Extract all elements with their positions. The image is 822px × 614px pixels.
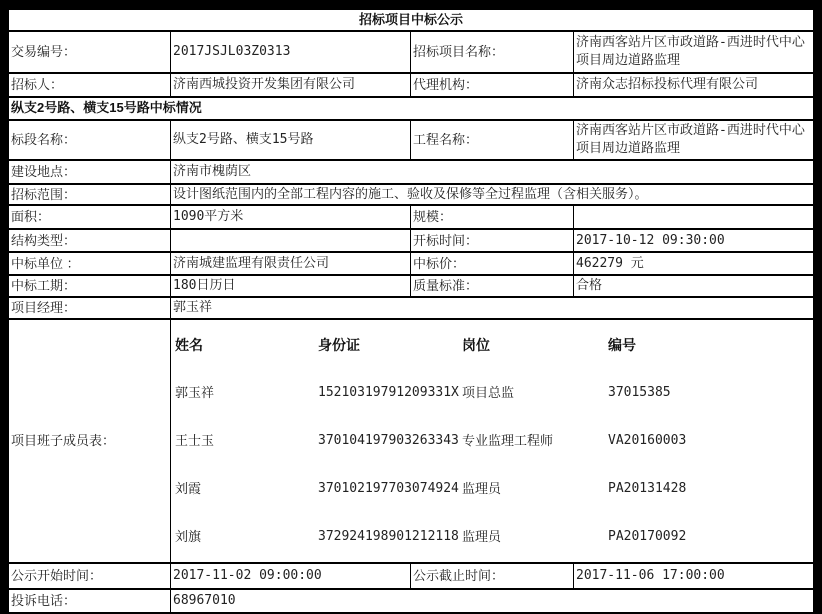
transaction-number-value: 2017JSJL03Z0313 — [171, 31, 411, 73]
agency-label: 代理机构： — [411, 73, 574, 97]
agency-value: 济南众志招标投标代理有限公司 — [574, 73, 814, 97]
table-row — [9, 31, 814, 73]
bid-section-value: 纵支2号路、横支15号路 — [171, 120, 411, 160]
publicity-end-value: 2017-11-06 17:00:00 — [574, 563, 814, 589]
member-number: PA20131428 — [608, 481, 687, 497]
title-row — [9, 9, 814, 31]
scope-label: 招标范围： — [9, 184, 171, 206]
team-table-label: 项目班子成员表： — [9, 319, 171, 563]
section-header: 纵支2号路、横支15号路中标情况 — [9, 97, 814, 120]
team-header-id: 身份证 — [318, 336, 360, 353]
engineering-name-label: 工程名称： — [411, 120, 574, 160]
table-row — [9, 563, 814, 589]
project-name-value: 济南西客站片区市政道路-西进时代中心项目周边道路监理 — [574, 31, 814, 73]
team-members-table — [171, 321, 813, 561]
member-name: 王士玉 — [175, 433, 215, 449]
member-post: 专业监理工程师 — [462, 433, 554, 449]
member-id: 372924198901212118 — [318, 529, 459, 545]
team-member-row — [175, 417, 813, 465]
project-manager-label: 项目经理： — [9, 297, 171, 319]
table-row — [9, 184, 814, 206]
area-label: 面积： — [9, 205, 171, 229]
engineering-name-value: 济南西客站片区市政道路-西进时代中心项目周边道路监理 — [574, 120, 814, 160]
team-header-number: 编号 — [608, 336, 636, 353]
location-value: 济南市槐荫区 — [171, 160, 814, 184]
table-row — [9, 160, 814, 184]
winner-value: 济南城建监理有限责任公司 — [171, 252, 411, 275]
quality-standard-value: 合格 — [574, 275, 814, 297]
table-row — [9, 120, 814, 160]
area-value: 1090平方米 — [171, 205, 411, 229]
member-id: 370104197903263343 — [318, 433, 459, 449]
member-post: 项目总监 — [462, 385, 515, 401]
scope-value: 设计图纸范围内的全部工程内容的施工、验收及保修等全过程监理（含相关服务）。 — [171, 184, 814, 206]
quality-standard-label: 质量标准： — [411, 275, 574, 297]
tenderee-value: 济南西城投资开发集团有限公司 — [171, 73, 411, 97]
publicity-end-label: 公示截止时间： — [411, 563, 574, 589]
winner-label: 中标单位 ： — [9, 252, 171, 275]
member-name: 刘旗 — [175, 529, 202, 545]
member-id: 15210319791209331X — [318, 385, 459, 401]
member-post: 监理员 — [462, 481, 502, 497]
publicity-start-value: 2017-11-02 09:00:00 — [171, 563, 411, 589]
table-row — [9, 297, 814, 319]
member-name: 刘霞 — [175, 481, 202, 497]
project-name-label: 招标项目名称： — [411, 31, 574, 73]
tenderee-label: 招标人： — [9, 73, 171, 97]
announcement-table — [8, 8, 814, 614]
page-title: 招标项目中标公示 — [9, 9, 814, 31]
team-member-row — [175, 465, 813, 513]
table-row — [9, 589, 814, 613]
team-member-row — [175, 513, 813, 561]
team-header-post: 岗位 — [462, 336, 490, 353]
duration-value: 180日历日 — [171, 275, 411, 297]
location-label: 建设地点： — [9, 160, 171, 184]
table-row — [9, 73, 814, 97]
member-number: VA20160003 — [608, 433, 687, 449]
complaint-phone-value: 68967010 — [171, 589, 814, 613]
member-number: PA20170092 — [608, 529, 687, 545]
member-post: 监理员 — [462, 529, 502, 545]
project-manager-value: 郭玉祥 — [171, 297, 814, 319]
publicity-start-label: 公示开始时间： — [9, 563, 171, 589]
structure-type-label: 结构类型： — [9, 229, 171, 252]
section-header-row — [9, 97, 814, 120]
announcement-document — [8, 8, 813, 614]
bid-opening-time-label: 开标时间： — [411, 229, 574, 252]
transaction-number-label: 交易编号： — [9, 31, 171, 73]
table-row — [9, 275, 814, 297]
member-id: 370102197703074924 — [318, 481, 459, 497]
team-header-name: 姓名 — [175, 336, 203, 353]
scale-label: 规模： — [411, 205, 574, 229]
member-name: 郭玉祥 — [175, 385, 215, 401]
team-header-row — [175, 321, 813, 369]
duration-label: 中标工期： — [9, 275, 171, 297]
team-table-cell — [171, 319, 814, 563]
bid-opening-time-value: 2017-10-12 09:30:00 — [574, 229, 814, 252]
complaint-phone-label: 投诉电话： — [9, 589, 171, 613]
winning-price-label: 中标价： — [411, 252, 574, 275]
table-row — [9, 205, 814, 229]
scale-value — [574, 205, 814, 229]
member-number: 37015385 — [608, 385, 671, 401]
table-row — [9, 229, 814, 252]
team-members-row — [9, 319, 814, 563]
bid-section-label: 标段名称： — [9, 120, 171, 160]
structure-type-value — [171, 229, 411, 252]
team-member-row — [175, 369, 813, 417]
winning-price-value: 462279 元 — [574, 252, 814, 275]
table-row — [9, 252, 814, 275]
